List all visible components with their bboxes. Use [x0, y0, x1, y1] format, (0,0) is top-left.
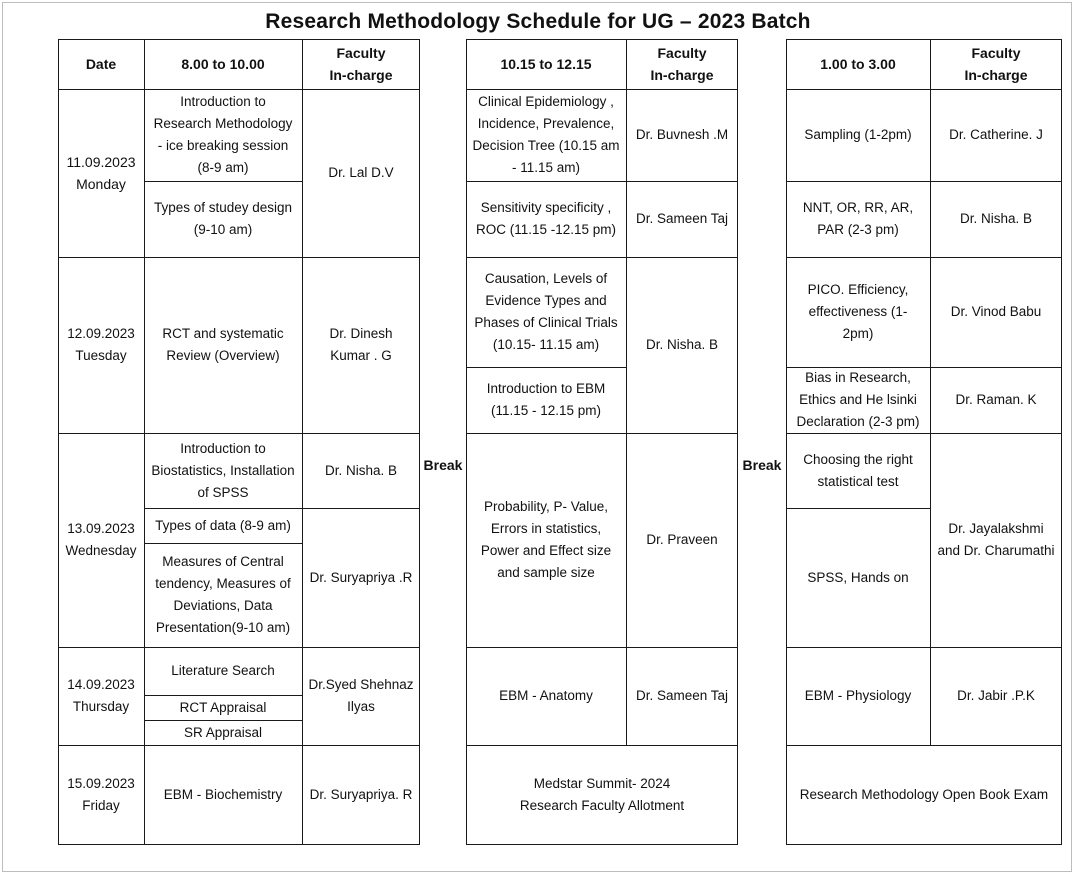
date-value: 15.09.2023 — [67, 776, 135, 791]
faculty-cell: Dr. Nisha. B — [959, 211, 1033, 226]
date-cell-friday — [58, 745, 144, 845]
faculty-line2: In-charge — [650, 67, 714, 83]
header-slot1: 8.00 to 10.00 — [181, 56, 265, 72]
session-topic: Causation, Levels of Evidence Types and Phases of Clinical Trials (10.15- 11.15 am) — [474, 271, 618, 352]
date-cell-thursday — [58, 647, 144, 745]
page-title: Research Methodology Schedule for UG – 2023 Batch — [265, 10, 811, 33]
day-name: Thursday — [72, 699, 130, 714]
faculty-cell: Dr. Raman. K — [955, 392, 1037, 407]
session-topic: NNT, OR, RR, AR, PAR (2-3 pm) — [802, 200, 914, 237]
faculty-cell: Dr. Suryapriya .R — [309, 569, 413, 585]
break-label: Break — [742, 457, 782, 473]
break-label: Break — [423, 457, 463, 473]
date-cell-wednesday — [58, 433, 144, 647]
session-topic: Choosing the right statistical test — [803, 451, 913, 489]
session-topic: Types of data (8-9 am) — [155, 517, 291, 533]
faculty-line1: Faculty — [336, 45, 386, 61]
session-topic: Introduction to EBM (11.15 - 12.15 pm) — [486, 381, 606, 418]
session-topic: PICO. Efficiency, effectiveness (1-2pm) — [807, 282, 909, 341]
session-topic: Literature Search — [171, 663, 275, 678]
faculty-cell: Dr. Praveen — [646, 532, 718, 547]
header-slot2: 10.15 to 12.15 — [500, 56, 592, 72]
session-topic: Probability, P- Value, Errors in statistics, Power and Effect size and sample size — [480, 499, 612, 580]
day-name: Wednesday — [65, 543, 137, 558]
faculty-line1: Faculty — [657, 45, 707, 61]
session-topic: Introduction to Biostatistics, Installation of SPSS — [151, 440, 295, 500]
faculty-cell: Dr. Jabir .P.K — [957, 688, 1035, 703]
faculty-line1: Faculty — [971, 45, 1021, 61]
date-value: 13.09.2023 — [67, 521, 135, 536]
faculty-cell: Dr. Vinod Babu — [950, 304, 1042, 319]
header-faculty-slot2 — [626, 39, 738, 89]
date-value: 11.09.2023 — [66, 154, 136, 170]
faculty-cell: Dr. Nisha. B — [645, 337, 719, 352]
session-topic: Measures of Central tendency, Measures of Deviations, Data Presentation(9-10 am) — [155, 554, 291, 635]
session-topic: Sampling (1-2pm) — [804, 127, 912, 142]
session-topic: SPSS, Hands on — [807, 569, 909, 585]
session-topic: Sensitivity specificity , ROC (11.15 -12.15 pm) — [475, 200, 617, 237]
event-title: Medstar Summit- 2024 — [533, 776, 671, 791]
header-faculty-slot1 — [302, 39, 420, 89]
day-name: Monday — [76, 176, 126, 192]
faculty-cell: Dr. Jayalakshmi and Dr. Charumathi — [937, 521, 1055, 558]
session-topic: EBM - Biochemistry — [163, 787, 283, 802]
day-name: Friday — [82, 798, 120, 813]
faculty-cell: Dr. Buvnesh .M — [635, 127, 729, 142]
faculty-cell: Dr. Dinesh Kumar . G — [329, 326, 393, 363]
faculty-cell: Dr.Syed Shehnaz Ilyas — [308, 677, 414, 714]
event-subtitle: Research Faculty Allotment — [519, 798, 685, 813]
session-topic: Bias in Research, Ethics and He lsinki Declaration (2-3 pm) — [796, 370, 920, 429]
date-value: 14.09.2023 — [67, 677, 135, 692]
faculty-line2: In-charge — [964, 67, 1028, 83]
header-slot3: 1.00 to 3.00 — [820, 56, 896, 72]
faculty-line2: In-charge — [329, 67, 393, 83]
session-topic: EBM - Physiology — [804, 688, 912, 703]
session-topic: RCT and systematic Review (Overview) — [162, 326, 284, 363]
header-faculty-slot3 — [930, 39, 1062, 89]
session-topic: Clinical Epidemiology , Incidence, Prevalence, Decision Tree (10.15 am - 11.15 am) — [472, 94, 620, 175]
date-cell-monday — [58, 89, 144, 257]
faculty-cell: Dr. Suryapriya. R — [309, 787, 413, 802]
faculty-cell: Dr. Nisha. B — [324, 462, 398, 478]
session-topic: EBM - Anatomy — [499, 688, 593, 703]
session-topic: Research Methodology Open Book Exam — [799, 787, 1049, 802]
header-date: Date — [85, 56, 117, 72]
session-topic: RCT Appraisal — [179, 699, 267, 715]
session-topic — [466, 745, 738, 845]
session-topic: Introduction to Research Methodology - ice breaking session (8-9 am) — [153, 94, 293, 175]
date-cell-tuesday — [58, 257, 144, 433]
faculty-cell: Dr. Sameen Taj — [635, 688, 729, 703]
session-topic: Types of studey design (9-10 am) — [153, 200, 293, 237]
faculty-cell: Dr. Catherine. J — [949, 127, 1043, 142]
faculty-cell: Dr. Lal D.V — [328, 165, 394, 180]
session-topic: SR Appraisal — [183, 724, 263, 740]
faculty-cell: Dr. Sameen Taj — [635, 211, 729, 226]
day-name: Tuesday — [75, 348, 127, 363]
date-value: 12.09.2023 — [67, 326, 135, 341]
